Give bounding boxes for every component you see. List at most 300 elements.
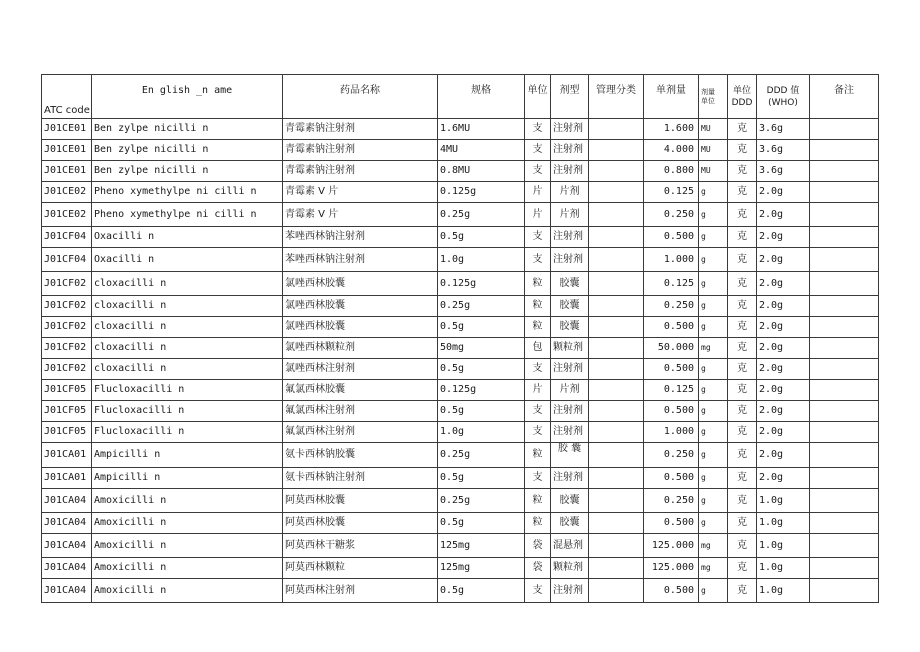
cell-drug-name: 氨卡西林钠胶囊 [283, 443, 438, 468]
cell-ddd-value: 2.0g [757, 359, 810, 380]
cell-dosage-form: 注射剂 [551, 468, 589, 489]
cell-atc-code: J01CF04 [42, 248, 92, 272]
cell-english-name: cloxacilli n [92, 296, 283, 317]
table-row [42, 182, 879, 203]
cell-drug-name: 青霉素钠注射剂 [283, 161, 438, 182]
cell-dosage-form: 注射剂 [551, 119, 589, 140]
cell-management-class [589, 182, 644, 203]
table-row [42, 359, 879, 380]
cell-ddd-value: 2.0g [757, 422, 810, 443]
cell-remark [810, 558, 879, 579]
cell-english-name: Ampicilli n [92, 443, 283, 468]
cell-single-dose: 0.250 [644, 489, 699, 513]
cell-management-class [589, 468, 644, 489]
cell-dosage-form: 胶囊 [551, 296, 589, 317]
header-management-class: 管理分类 [589, 75, 644, 119]
cell-atc-code: J01CF02 [42, 359, 92, 380]
table-row [42, 296, 879, 317]
cell-remark [810, 468, 879, 489]
cell-ddd-value: 3.6g [757, 161, 810, 182]
cell-english-name: Oxacilli n [92, 248, 283, 272]
cell-spec: 125mg [438, 534, 525, 558]
cell-english-name: Amoxicilli n [92, 558, 283, 579]
cell-dose-unit: g [699, 468, 728, 489]
table-row [42, 248, 879, 272]
cell-single-dose: 0.125 [644, 272, 699, 296]
cell-remark [810, 443, 879, 468]
cell-ddd-value: 2.0g [757, 401, 810, 422]
cell-spec: 50mg [438, 338, 525, 359]
cell-unit: 片 [525, 380, 551, 401]
cell-dosage-form: 胶 囊 [551, 443, 589, 468]
cell-atc-code: J01CA04 [42, 489, 92, 513]
cell-dose-unit: g [699, 443, 728, 468]
table-row [42, 317, 879, 338]
cell-dose-unit: MU [699, 140, 728, 161]
header-english-name: En glish _n ame [92, 75, 283, 119]
cell-unit: 包 [525, 338, 551, 359]
cell-dose-unit: mg [699, 534, 728, 558]
header-dose-unit-line1: 剂量 [701, 87, 715, 96]
cell-english-name: cloxacilli n [92, 272, 283, 296]
cell-ddd-value: 2.0g [757, 227, 810, 248]
cell-drug-name: 氯唑西林胶囊 [283, 272, 438, 296]
cell-ddd-unit: 克 [728, 182, 757, 203]
header-remark: 备注 [810, 75, 879, 119]
cell-management-class [589, 558, 644, 579]
cell-spec: 0.5g [438, 359, 525, 380]
cell-remark [810, 119, 879, 140]
cell-spec: 0.5g [438, 468, 525, 489]
cell-spec: 0.25g [438, 296, 525, 317]
cell-unit: 片 [525, 182, 551, 203]
cell-dosage-form: 胶囊 [551, 272, 589, 296]
cell-unit: 袋 [525, 558, 551, 579]
cell-dosage-form: 注射剂 [551, 422, 589, 443]
cell-single-dose: 0.500 [644, 317, 699, 338]
cell-dose-unit: mg [699, 338, 728, 359]
cell-management-class [589, 203, 644, 227]
cell-unit: 粒 [525, 443, 551, 468]
cell-english-name: Flucloxacilli n [92, 401, 283, 422]
cell-ddd-value: 3.6g [757, 140, 810, 161]
cell-dosage-form: 注射剂 [551, 140, 589, 161]
cell-ddd-unit: 克 [728, 513, 757, 534]
cell-english-name: Amoxicilli n [92, 534, 283, 558]
cell-drug-name: 氨卡西林钠注射剂 [283, 468, 438, 489]
cell-single-dose: 1.600 [644, 119, 699, 140]
cell-dose-unit: g [699, 272, 728, 296]
cell-management-class [589, 443, 644, 468]
cell-dosage-form: 颗粒剂 [551, 338, 589, 359]
table-row [42, 119, 879, 140]
cell-atc-code: J01CF05 [42, 422, 92, 443]
cell-dosage-form: 片剂 [551, 380, 589, 401]
table-row [42, 513, 879, 534]
cell-drug-name: 氟氯西林注射剂 [283, 401, 438, 422]
cell-management-class [589, 534, 644, 558]
header-dose-unit-line2: 单位 [701, 96, 715, 105]
cell-ddd-value: 1.0g [757, 489, 810, 513]
cell-remark [810, 359, 879, 380]
cell-unit: 粒 [525, 513, 551, 534]
cell-ddd-value: 2.0g [757, 296, 810, 317]
cell-unit: 支 [525, 401, 551, 422]
table-row [42, 443, 879, 468]
cell-unit: 粒 [525, 272, 551, 296]
cell-remark [810, 182, 879, 203]
cell-ddd-value: 2.0g [757, 317, 810, 338]
table-row [42, 338, 879, 359]
cell-single-dose: 1.000 [644, 248, 699, 272]
cell-dosage-form: 注射剂 [551, 359, 589, 380]
cell-spec: 0.25g [438, 203, 525, 227]
cell-dose-unit: g [699, 182, 728, 203]
header-single-dose: 单剂量 [644, 75, 699, 119]
cell-atc-code: J01CF02 [42, 338, 92, 359]
cell-atc-code: J01CA01 [42, 443, 92, 468]
cell-english-name: Amoxicilli n [92, 513, 283, 534]
cell-dose-unit: g [699, 248, 728, 272]
cell-english-name: cloxacilli n [92, 359, 283, 380]
header-dose-unit [699, 75, 728, 119]
cell-remark [810, 227, 879, 248]
cell-spec: 0.125g [438, 380, 525, 401]
cell-spec: 0.5g [438, 401, 525, 422]
cell-single-dose: 1.000 [644, 422, 699, 443]
cell-management-class [589, 248, 644, 272]
cell-drug-name: 氯唑西林胶囊 [283, 317, 438, 338]
cell-atc-code: J01CA01 [42, 468, 92, 489]
cell-atc-code: J01CE02 [42, 203, 92, 227]
header-ddd-unit-line2: DDD [731, 97, 753, 108]
cell-ddd-unit: 克 [728, 140, 757, 161]
cell-ddd-value: 3.6g [757, 119, 810, 140]
cell-drug-name: 青霉素 V 片 [283, 203, 438, 227]
cell-drug-name: 氟氯西林胶囊 [283, 380, 438, 401]
cell-spec: 4MU [438, 140, 525, 161]
cell-spec: 0.5g [438, 227, 525, 248]
cell-dose-unit: g [699, 579, 728, 603]
cell-ddd-unit: 克 [728, 296, 757, 317]
table-row [42, 140, 879, 161]
cell-english-name: Ampicilli n [92, 468, 283, 489]
cell-ddd-value: 2.0g [757, 182, 810, 203]
cell-ddd-unit: 克 [728, 380, 757, 401]
cell-ddd-value: 2.0g [757, 380, 810, 401]
cell-single-dose: 0.500 [644, 513, 699, 534]
cell-dose-unit: mg [699, 558, 728, 579]
cell-management-class [589, 338, 644, 359]
cell-dose-unit: g [699, 422, 728, 443]
cell-drug-name: 氯唑西林注射剂 [283, 359, 438, 380]
cell-single-dose: 0.250 [644, 203, 699, 227]
cell-spec: 0.5g [438, 317, 525, 338]
cell-english-name: cloxacilli n [92, 338, 283, 359]
cell-single-dose: 0.250 [644, 296, 699, 317]
cell-english-name: Ben zylpe nicilli n [92, 140, 283, 161]
cell-english-name: cloxacilli n [92, 317, 283, 338]
cell-dose-unit: g [699, 317, 728, 338]
header-spec: 规格 [438, 75, 525, 119]
cell-management-class [589, 119, 644, 140]
cell-remark [810, 380, 879, 401]
table-body [42, 119, 879, 603]
cell-ddd-unit: 克 [728, 579, 757, 603]
cell-single-dose: 0.800 [644, 161, 699, 182]
cell-management-class [589, 489, 644, 513]
cell-unit: 支 [525, 161, 551, 182]
cell-unit: 粒 [525, 317, 551, 338]
cell-dose-unit: g [699, 401, 728, 422]
header-row [42, 75, 879, 119]
header-ddd-value [757, 75, 810, 119]
cell-dose-unit: g [699, 513, 728, 534]
cell-spec: 0.25g [438, 489, 525, 513]
cell-ddd-unit: 克 [728, 359, 757, 380]
cell-ddd-value: 1.0g [757, 534, 810, 558]
cell-dosage-form: 胶囊 [551, 513, 589, 534]
cell-single-dose: 0.500 [644, 227, 699, 248]
cell-single-dose: 0.500 [644, 579, 699, 603]
cell-ddd-value: 2.0g [757, 203, 810, 227]
cell-english-name: Oxacilli n [92, 227, 283, 248]
cell-dosage-form: 胶囊 [551, 317, 589, 338]
cell-spec: 0.5g [438, 579, 525, 603]
cell-dose-unit: MU [699, 119, 728, 140]
cell-drug-name: 青霉素 V 片 [283, 182, 438, 203]
cell-remark [810, 579, 879, 603]
header-unit: 单位 [525, 75, 551, 119]
cell-ddd-unit: 克 [728, 443, 757, 468]
cell-unit: 支 [525, 227, 551, 248]
cell-spec: 1.0g [438, 248, 525, 272]
cell-dose-unit: g [699, 296, 728, 317]
cell-remark [810, 489, 879, 513]
cell-single-dose: 0.125 [644, 380, 699, 401]
cell-english-name: Amoxicilli n [92, 489, 283, 513]
cell-single-dose: 0.125 [644, 182, 699, 203]
cell-drug-name: 苯唑西林钠注射剂 [283, 248, 438, 272]
cell-ddd-value: 2.0g [757, 272, 810, 296]
table-row [42, 401, 879, 422]
cell-spec: 0.25g [438, 443, 525, 468]
cell-single-dose: 0.500 [644, 468, 699, 489]
cell-single-dose: 50.000 [644, 338, 699, 359]
cell-ddd-unit: 克 [728, 272, 757, 296]
cell-ddd-unit: 克 [728, 227, 757, 248]
drug-ddd-table-sheet [41, 74, 879, 603]
cell-drug-name: 阿莫西林干糖浆 [283, 534, 438, 558]
cell-spec: 0.5g [438, 513, 525, 534]
cell-remark [810, 317, 879, 338]
cell-ddd-unit: 克 [728, 317, 757, 338]
cell-english-name: Flucloxacilli n [92, 422, 283, 443]
cell-remark [810, 401, 879, 422]
cell-drug-name: 氯唑西林胶囊 [283, 296, 438, 317]
cell-atc-code: J01CA04 [42, 534, 92, 558]
cell-ddd-unit: 克 [728, 203, 757, 227]
cell-single-dose: 125.000 [644, 558, 699, 579]
cell-ddd-value: 2.0g [757, 443, 810, 468]
cell-english-name: Ben zylpe nicilli n [92, 119, 283, 140]
cell-dosage-form: 注射剂 [551, 248, 589, 272]
cell-remark [810, 513, 879, 534]
cell-atc-code: J01CF05 [42, 380, 92, 401]
cell-dose-unit: g [699, 227, 728, 248]
cell-drug-name: 青霉素钠注射剂 [283, 140, 438, 161]
cell-management-class [589, 380, 644, 401]
table-row [42, 558, 879, 579]
cell-ddd-unit: 克 [728, 489, 757, 513]
cell-management-class [589, 317, 644, 338]
cell-ddd-unit: 克 [728, 248, 757, 272]
cell-atc-code: J01CE01 [42, 140, 92, 161]
cell-atc-code: J01CF02 [42, 317, 92, 338]
cell-drug-name: 氯唑西林颗粒剂 [283, 338, 438, 359]
cell-english-name: Amoxicilli n [92, 579, 283, 603]
cell-dose-unit: g [699, 380, 728, 401]
cell-management-class [589, 272, 644, 296]
cell-remark [810, 140, 879, 161]
cell-ddd-value: 2.0g [757, 468, 810, 489]
cell-dosage-form: 片剂 [551, 203, 589, 227]
cell-unit: 支 [525, 248, 551, 272]
cell-english-name: Flucloxacilli n [92, 380, 283, 401]
cell-unit: 支 [525, 422, 551, 443]
cell-atc-code: J01CA04 [42, 513, 92, 534]
cell-english-name: Pheno xymethylpe ni cilli n [92, 203, 283, 227]
cell-ddd-value: 1.0g [757, 558, 810, 579]
cell-ddd-unit: 克 [728, 534, 757, 558]
cell-unit: 支 [525, 119, 551, 140]
header-drug-name: 药品名称 [283, 75, 438, 119]
cell-unit: 支 [525, 359, 551, 380]
header-dosage-form: 剂型 [551, 75, 589, 119]
cell-ddd-unit: 克 [728, 468, 757, 489]
cell-atc-code: J01CA04 [42, 558, 92, 579]
cell-atc-code: J01CF05 [42, 401, 92, 422]
cell-atc-code: J01CF02 [42, 296, 92, 317]
cell-dose-unit: MU [699, 161, 728, 182]
cell-ddd-unit: 克 [728, 161, 757, 182]
cell-dose-unit: g [699, 489, 728, 513]
cell-remark [810, 534, 879, 558]
cell-management-class [589, 401, 644, 422]
table-row [42, 579, 879, 603]
cell-management-class [589, 579, 644, 603]
cell-dosage-form: 注射剂 [551, 161, 589, 182]
cell-dosage-form: 注射剂 [551, 401, 589, 422]
cell-dosage-form: 片剂 [551, 182, 589, 203]
table-row [42, 534, 879, 558]
cell-dosage-form: 混悬剂 [551, 534, 589, 558]
cell-drug-name: 阿莫西林胶囊 [283, 489, 438, 513]
cell-single-dose: 0.250 [644, 443, 699, 468]
cell-management-class [589, 513, 644, 534]
table-row [42, 380, 879, 401]
cell-ddd-value: 2.0g [757, 248, 810, 272]
cell-ddd-unit: 克 [728, 338, 757, 359]
cell-atc-code: J01CF04 [42, 227, 92, 248]
cell-spec: 0.8MU [438, 161, 525, 182]
cell-remark [810, 338, 879, 359]
cell-drug-name: 青霉素钠注射剂 [283, 119, 438, 140]
table-row [42, 489, 879, 513]
cell-unit: 支 [525, 140, 551, 161]
cell-spec: 0.125g [438, 182, 525, 203]
cell-spec: 0.125g [438, 272, 525, 296]
cell-dosage-form: 胶囊 [551, 489, 589, 513]
cell-remark [810, 203, 879, 227]
cell-drug-name: 阿莫西林颗粒 [283, 558, 438, 579]
cell-dose-unit: g [699, 359, 728, 380]
cell-remark [810, 272, 879, 296]
header-atc-code: ATC code [42, 75, 92, 119]
cell-unit: 粒 [525, 489, 551, 513]
header-ddd-value-line2: (WHO) [768, 97, 798, 108]
cell-remark [810, 161, 879, 182]
cell-single-dose: 4.000 [644, 140, 699, 161]
header-ddd-unit-line1: 单位 [732, 85, 751, 96]
cell-dosage-form: 注射剂 [551, 579, 589, 603]
cell-spec: 125mg [438, 558, 525, 579]
table-row [42, 227, 879, 248]
cell-ddd-unit: 克 [728, 422, 757, 443]
cell-ddd-value: 1.0g [757, 579, 810, 603]
cell-drug-name: 阿莫西林胶囊 [283, 513, 438, 534]
cell-spec: 1.0g [438, 422, 525, 443]
cell-dose-unit: g [699, 203, 728, 227]
table-row [42, 468, 879, 489]
header-ddd-unit [728, 75, 757, 119]
cell-dosage-form: 注射剂 [551, 227, 589, 248]
cell-ddd-unit: 克 [728, 558, 757, 579]
cell-single-dose: 125.000 [644, 534, 699, 558]
table-row [42, 422, 879, 443]
cell-remark [810, 422, 879, 443]
cell-ddd-unit: 克 [728, 119, 757, 140]
table-row [42, 272, 879, 296]
cell-drug-name: 氟氯西林注射剂 [283, 422, 438, 443]
cell-management-class [589, 296, 644, 317]
cell-management-class [589, 359, 644, 380]
cell-management-class [589, 422, 644, 443]
cell-management-class [589, 140, 644, 161]
cell-atc-code: J01CF02 [42, 272, 92, 296]
cell-drug-name: 苯唑西林钠注射剂 [283, 227, 438, 248]
cell-unit: 片 [525, 203, 551, 227]
cell-single-dose: 0.500 [644, 401, 699, 422]
cell-ddd-value: 2.0g [757, 338, 810, 359]
cell-ddd-unit: 克 [728, 401, 757, 422]
cell-remark [810, 296, 879, 317]
cell-atc-code: J01CA04 [42, 579, 92, 603]
cell-unit: 袋 [525, 534, 551, 558]
cell-unit: 支 [525, 579, 551, 603]
cell-atc-code: J01CE01 [42, 161, 92, 182]
cell-ddd-value: 1.0g [757, 513, 810, 534]
cell-dosage-form: 颗粒剂 [551, 558, 589, 579]
cell-drug-name: 阿莫西林注射剂 [283, 579, 438, 603]
cell-management-class [589, 161, 644, 182]
cell-unit: 粒 [525, 296, 551, 317]
drug-ddd-table [41, 74, 879, 603]
cell-english-name: Pheno xymethylpe ni cilli n [92, 182, 283, 203]
cell-management-class [589, 227, 644, 248]
table-row [42, 203, 879, 227]
cell-unit: 支 [525, 468, 551, 489]
